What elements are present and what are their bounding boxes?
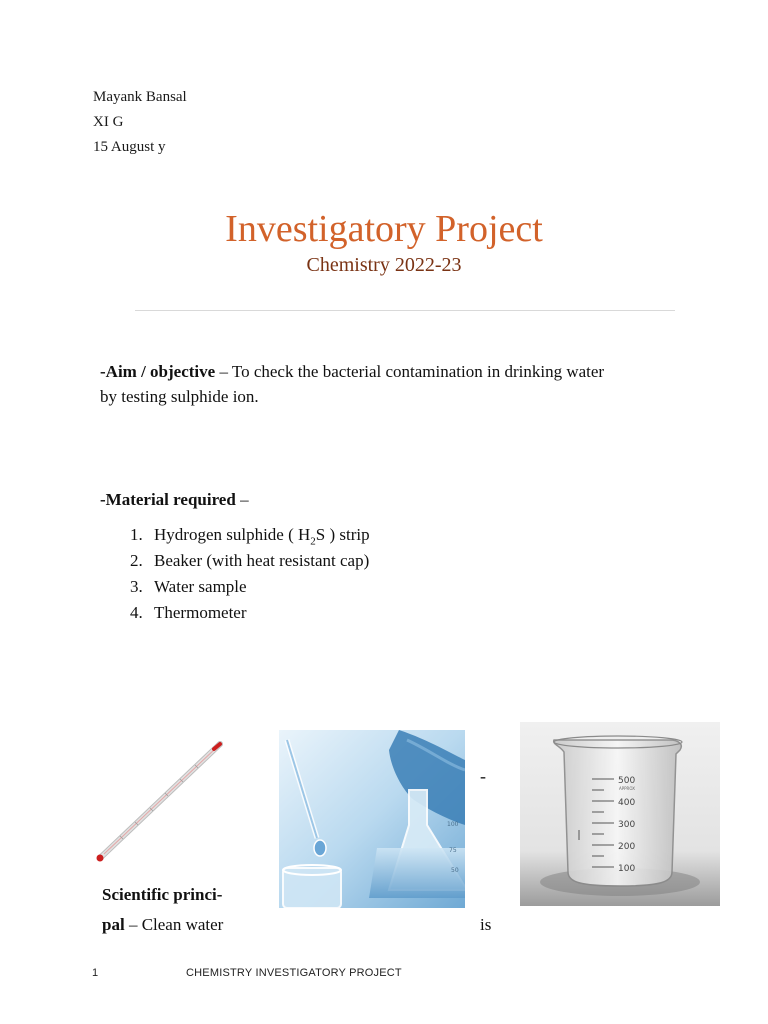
class-section: XI G: [93, 114, 124, 130]
beaker-mark: 300: [618, 820, 636, 830]
list-number: 1.: [130, 525, 143, 544]
aim-paragraph: [100, 359, 620, 409]
author-name: Mayank Bansal: [93, 89, 187, 105]
aim-label: -Aim / objective: [100, 362, 216, 381]
beaker-mark: 400: [618, 798, 636, 808]
thermometer-image: [90, 732, 240, 870]
flask-mark: 50: [451, 867, 459, 874]
date-line: 15 August y: [93, 139, 166, 155]
principle-line2: [102, 912, 223, 937]
page-subtitle: Chemistry 2022-23: [306, 254, 462, 276]
principle-label-line1: [102, 882, 222, 907]
page-number: 1: [92, 967, 99, 979]
list-item: [130, 522, 370, 548]
list-item: [130, 574, 370, 600]
page-title: Investigatory Project: [225, 208, 543, 250]
materials-label: -Material required: [100, 490, 236, 509]
title-divider: [135, 310, 675, 311]
subscript: 2: [310, 535, 316, 548]
running-footer: CHEMISTRY INVESTIGATORY PROJECT: [186, 967, 402, 979]
list-text: Hydrogen sulphide ( H: [154, 525, 311, 544]
beaker-mark: 500: [618, 776, 636, 786]
beaker-image: [520, 722, 720, 906]
list-text: Water sample: [154, 577, 247, 596]
principle-label: Scientific princi-: [102, 885, 223, 904]
list-text: Beaker (with heat resistant cap): [154, 551, 370, 570]
list-text: S ) strip: [315, 525, 370, 544]
list-number: 4.: [130, 603, 143, 622]
list-number: 2.: [130, 551, 143, 570]
materials-heading: [100, 487, 249, 512]
beaker-mark: 200: [618, 842, 636, 852]
list-item: [130, 600, 370, 626]
principle-label-end: pal: [102, 915, 125, 934]
lab-glassware-image: [279, 730, 465, 908]
aim-text: – To check the bacterial contamination in drinking water by testing sulphide ion.: [100, 362, 605, 406]
flask-mark: 75: [449, 847, 457, 854]
beaker-mark: 100: [618, 864, 636, 874]
materials-suffix: –: [235, 490, 249, 509]
list-item: [130, 548, 370, 574]
principle-text: – Clean water: [124, 915, 224, 934]
principle-trailing-word: is: [480, 915, 492, 934]
beaker-brand: APPROX: [619, 786, 635, 791]
list-number: 3.: [130, 577, 143, 596]
materials-list: [130, 522, 370, 626]
flask-mark: 100: [447, 821, 459, 828]
dash-mark: -: [480, 766, 486, 786]
list-text: Thermometer: [154, 603, 247, 622]
